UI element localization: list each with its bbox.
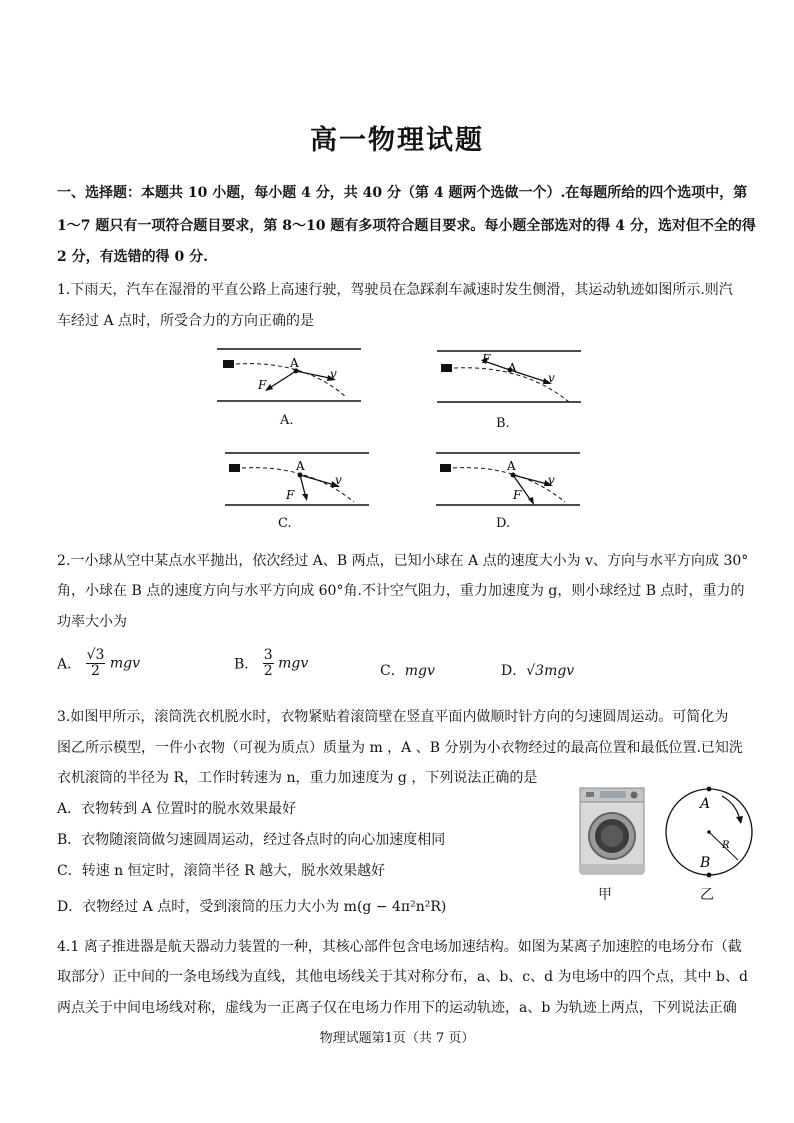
q1c-force-label: F: [286, 488, 295, 502]
q1b-velocity-label: v: [548, 371, 555, 385]
q2-option-d: D．√3mgv: [501, 663, 575, 679]
q1b-point-label: A: [508, 361, 517, 375]
q1c-velocity-label: v: [335, 473, 342, 487]
q1b-force-label: F: [482, 352, 491, 366]
circle-point-a: A: [700, 796, 711, 812]
q1-line1: 1.下雨天，汽车在湿滑的平直公路上高速行驶，驾驶员在急踩刹车减速时发生侧滑，其运动轨迹如图所示.则汽: [57, 282, 733, 298]
q1-caption-d: D.: [496, 516, 511, 531]
q1c-point-label: A: [296, 459, 305, 473]
q4-line3: 两点关于中间电场线对称，虚线为一正离子仅在电场力作用下的运动轨迹，a、b 为轨迹上两点，下列说法正确: [57, 1000, 737, 1016]
q2-option-b: B． $\frac{3}{2}$ mgv: [234, 647, 309, 679]
washing-machine-figure: [578, 786, 648, 878]
q3-option-c: C．转速 n 恒定时，滚筒半径 R 越大，脱水效果越好: [57, 863, 386, 879]
section-header-line1: 一、选择题：本题共 10 小题，每小题 4 分，共 40 分（第 4 题两个选做一个）.在每题所给的四个选项中，第: [57, 185, 748, 201]
figure-label-jia: 甲: [598, 887, 612, 903]
q1-diagram-b: [434, 345, 584, 407]
page-title: 高一物理试题: [310, 125, 484, 156]
q1-diagram-d: [433, 448, 583, 510]
q3-line3: 衣机滚筒的半径为 R，工作时转速为 n，重力加速度为 g ，下列说法正确的是: [57, 770, 538, 786]
q1-diagram-a: [214, 345, 364, 407]
q1d-point-label: A: [507, 459, 516, 473]
page-footer: 物理试题第1页（共 7 页）: [319, 1031, 475, 1046]
q1-caption-b: B.: [496, 416, 510, 431]
q2-option-a: A． $\frac{√3}{2}$ mgv: [57, 647, 141, 679]
q1-line2: 车经过 A 点时，所受合力的方向正确的是: [57, 313, 315, 329]
q2-line3: 功率大小为: [57, 614, 127, 630]
q3-line2: 图乙所示模型，一件小衣物（可视为质点）质量为 m ，A 、B 分别为小衣物经过的最高位置和最低位置.已知洗: [57, 740, 743, 756]
q1-diagram-c: [222, 448, 372, 510]
q1-caption-c: C.: [278, 516, 292, 531]
q2-line1: 2.一小球从空中某点水平抛出，依次经过 A、B 两点，已知小球在 A 点的速度大小为 v、方向与水平方向成 30°: [57, 553, 749, 569]
q2-option-c: C．mgv: [380, 663, 435, 679]
circle-point-b: B: [700, 855, 711, 871]
figure-label-yi: 乙: [700, 887, 714, 903]
section-header-line2: 1～7 题只有一项符合题目要求，第 8～10 题有多项符合题目要求。每小题全部选对的得 4 分，选对但不全的得: [57, 218, 756, 234]
q3-option-b: B．衣物随滚筒做匀速圆周运动，经过各点时的向心加速度相同: [57, 832, 446, 848]
q3-option-d: D．衣物经过 A 点时，受到滚筒的压力大小为 m(g − 4π²n²R): [57, 899, 447, 915]
q1a-velocity-label: v: [330, 367, 337, 381]
q1d-force-label: F: [513, 488, 522, 502]
section-header-line3: 2 分，有选错的得 0 分.: [57, 249, 208, 265]
q1a-force-label: F: [258, 378, 267, 392]
q3-line1: 3.如图甲所示，滚筒洗衣机脱水时，衣物紧贴着滚筒壁在竖直平面内做顺时针方向的匀速圆周运动。可简化为: [57, 709, 729, 725]
q1-caption-a: A.: [280, 413, 294, 428]
radius-label: R: [722, 840, 730, 851]
q2-line2: 角，小球在 B 点的速度方向与水平方向成 60°角.不计空气阻力，重力加速度为 g，则小球经过 B 点时，重力的: [57, 583, 745, 599]
circle-model-figure: [660, 786, 760, 878]
q4-line2: 取部分）正中间的一条电场线为直线，其他电场线关于其对称分布，a、b、c、d 为电场中的四个点，其中 b、d: [57, 969, 748, 985]
q3-option-a: A．衣物转到 A 位置时的脱水效果最好: [57, 801, 297, 817]
q4-line1: 4.1 离子推进器是航天器动力装置的一种，其核心部件包含电场加速结构。如图为某离子加速腔的电场分布（截: [57, 939, 742, 955]
q1a-point-label: A: [290, 356, 299, 370]
q1d-velocity-label: v: [548, 473, 555, 487]
